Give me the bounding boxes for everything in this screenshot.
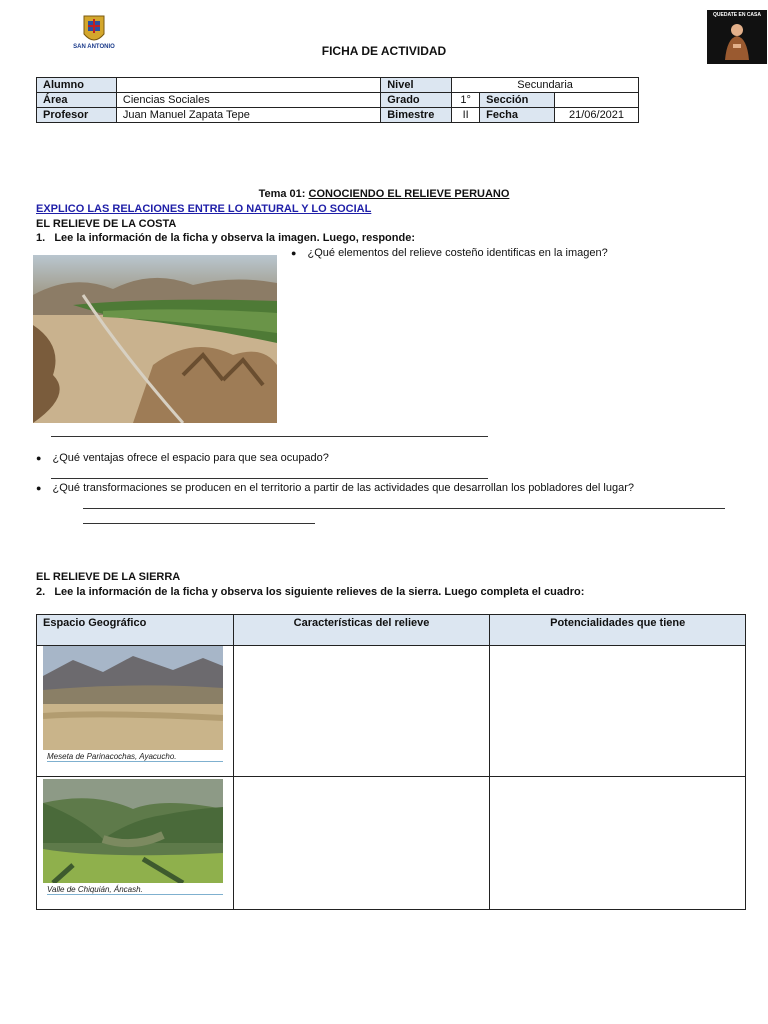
meseta-caption: Meseta de Parinacochas, Ayacucho. [47,752,223,762]
profesor-label: Profesor [37,108,117,123]
caracteristicas-field-1[interactable] [233,646,490,777]
badge-text: QUEDATE EN CASA [713,12,761,18]
topic-title: CONOCIENDO EL RELIEVE PERUANO [308,188,510,200]
answer-line-1[interactable] [51,436,488,437]
question-3 [36,482,634,494]
bimestre-label: Bimestre [381,108,452,123]
coastal-landscape-image [33,255,277,423]
nivel-value: Secundaria [452,78,639,93]
costa-instruction: 1. Lee la información de la ficha y observa la imagen. Luego, responde: [36,232,415,244]
friar-icon [707,18,767,62]
question-1-text: ¿Qué elementos del relieve costeño identificas en la imagen? [307,247,608,259]
col-header-caracteristicas: Características del relieve [233,615,490,646]
area-label: Área [37,93,117,108]
nivel-label: Nivel [381,78,452,93]
bimestre-value: II [452,108,480,123]
sierra-instruction: 2. Lee la información de la ficha y observa los siguiente relieves de la sierra. Luego completa el cuadro: [36,586,585,598]
col-header-potencialidades: Potencialidades que tiene [490,615,746,646]
chiquian-caption: Valle de Chiquián, Áncash. [47,885,223,895]
question-2 [36,452,329,464]
potencialidades-field-1[interactable] [490,646,746,777]
chiquian-photo [43,779,223,883]
page-title: FICHA DE ACTIVIDAD [321,44,447,58]
espacio-cell-2 [37,777,234,910]
answer-line-3a[interactable] [83,508,725,509]
profesor-value: Juan Manuel Zapata Tepe [116,108,380,123]
coastal-photo [33,255,277,423]
seccion-field[interactable] [555,93,639,108]
potencialidades-field-2[interactable] [490,777,746,910]
student-info-table [36,77,639,123]
fecha-value: 21/06/2021 [555,108,639,123]
fecha-label: Fecha [480,108,555,123]
question-2-text: ¿Qué ventajas ofrece el espacio para que sea ocupado? [52,452,329,464]
answer-line-3b[interactable] [83,523,315,524]
grado-value: 1° [452,93,480,108]
topic-prefix: Tema 01: [258,188,309,200]
meseta-landscape-image [43,646,223,750]
costa-heading: EL RELIEVE DE LA COSTA [36,218,177,230]
caracteristicas-field-2[interactable] [233,777,490,910]
answer-line-2[interactable] [51,478,488,479]
valley-landscape-image [43,779,223,883]
topic-subtitle: EXPLICO LAS RELACIONES ENTRE LO NATURAL Y LO SOCIAL [36,203,372,215]
seccion-label: Sección [480,93,555,108]
sierra-table [36,614,746,910]
question-3-text: ¿Qué transformaciones se producen en el territorio a partir de las actividades que desarrollan los pobladores del lugar? [52,482,634,494]
espacio-cell-1 [37,646,234,777]
stay-home-badge [707,10,767,64]
sierra-heading: EL RELIEVE DE LA SIERRA [36,571,181,583]
table-row [37,777,746,910]
topic-heading [0,188,768,200]
alumno-field[interactable] [116,78,380,93]
col-header-espacio: Espacio Geográfico [37,615,234,646]
table-row [37,646,746,777]
grado-label: Grado [381,93,452,108]
school-logo-text: SAN ANTONIO [73,44,115,50]
meseta-photo [43,646,223,750]
alumno-label: Alumno [37,78,117,93]
area-value: Ciencias Sociales [116,93,380,108]
question-1 [291,247,608,259]
